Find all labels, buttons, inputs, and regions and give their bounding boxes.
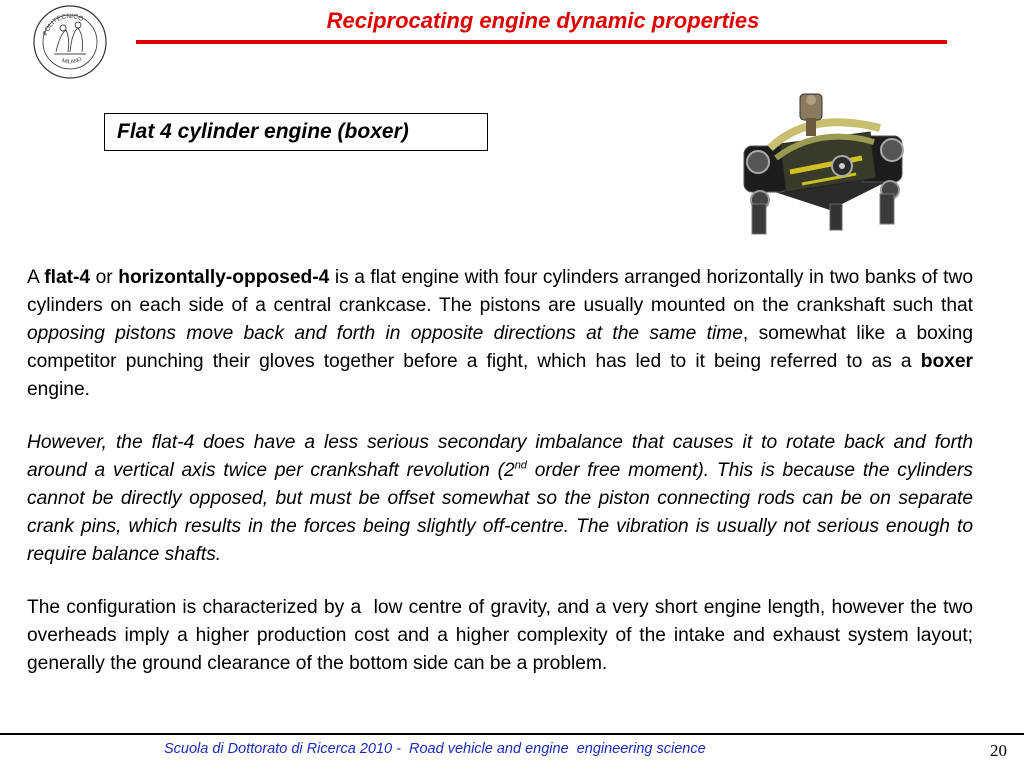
text-run: A bbox=[27, 267, 45, 288]
ordinal-superscript: nd bbox=[514, 459, 527, 472]
text-run: , somewhat like a boxing competitor punching their gloves together before a fight, which has led to it being referred to as a bbox=[27, 323, 973, 372]
paragraph-intro bbox=[27, 264, 973, 404]
term-flat-4: flat-4 bbox=[44, 267, 91, 288]
section-subtitle: Flat 4 cylinder engine (boxer) bbox=[104, 113, 488, 151]
text-run: engine. bbox=[27, 379, 90, 400]
body-text bbox=[27, 264, 979, 703]
text-run: order free moment). This is because the cylinders cannot be directly opposed, but must be offset somewhat so the piston connecting rods can be on separate crank pins, which results in the forces being slightly off-centre. The vibration is usually not serious enough to require balance shafts. bbox=[27, 460, 973, 565]
title-underline bbox=[136, 40, 947, 44]
footer-text: Scuola di Dottorato di Ricerca 2010 - Road vehicle and engine engineering science bbox=[164, 741, 706, 757]
svg-text:POLITECNICO: POLITECNICO bbox=[41, 12, 85, 37]
page-number: 20 bbox=[990, 741, 1007, 760]
footer-divider bbox=[0, 733, 1024, 735]
text-run: However, the flat-4 does have a less serious secondary imbalance that causes it to rotate back and forth around a vertical axis twice per crankshaft revolution (2 bbox=[27, 432, 973, 481]
text-run: is a flat engine with four cylinders arranged horizontally in two banks of two cylinders on each side of a central crankcase. The pistons are usually mounted on the crankshaft such that bbox=[27, 267, 973, 316]
svg-text:MILANO: MILANO bbox=[61, 56, 84, 66]
politecnico-logo bbox=[32, 4, 108, 80]
paragraph-imbalance bbox=[27, 429, 973, 569]
term-horizontally-opposed-4: horizontally-opposed-4 bbox=[118, 267, 330, 288]
paragraph-configuration bbox=[27, 594, 979, 678]
flat-4-engine-illustration bbox=[730, 92, 916, 242]
term-boxer: boxer bbox=[920, 351, 973, 372]
emphasis-opposing-pistons: opposing pistons move back and forth in opposite directions at the same time bbox=[27, 323, 743, 344]
slide-title: Reciprocating engine dynamic properties bbox=[326, 8, 760, 33]
text-run: or bbox=[90, 267, 119, 288]
text-run: The configuration is characterized by a low centre of gravity, and a very short engine length, however the two overheads imply a higher production cost and a higher complexity of the intake and exhaust system layout; generally the ground clearance of the bottom side can be a problem. bbox=[27, 597, 979, 674]
